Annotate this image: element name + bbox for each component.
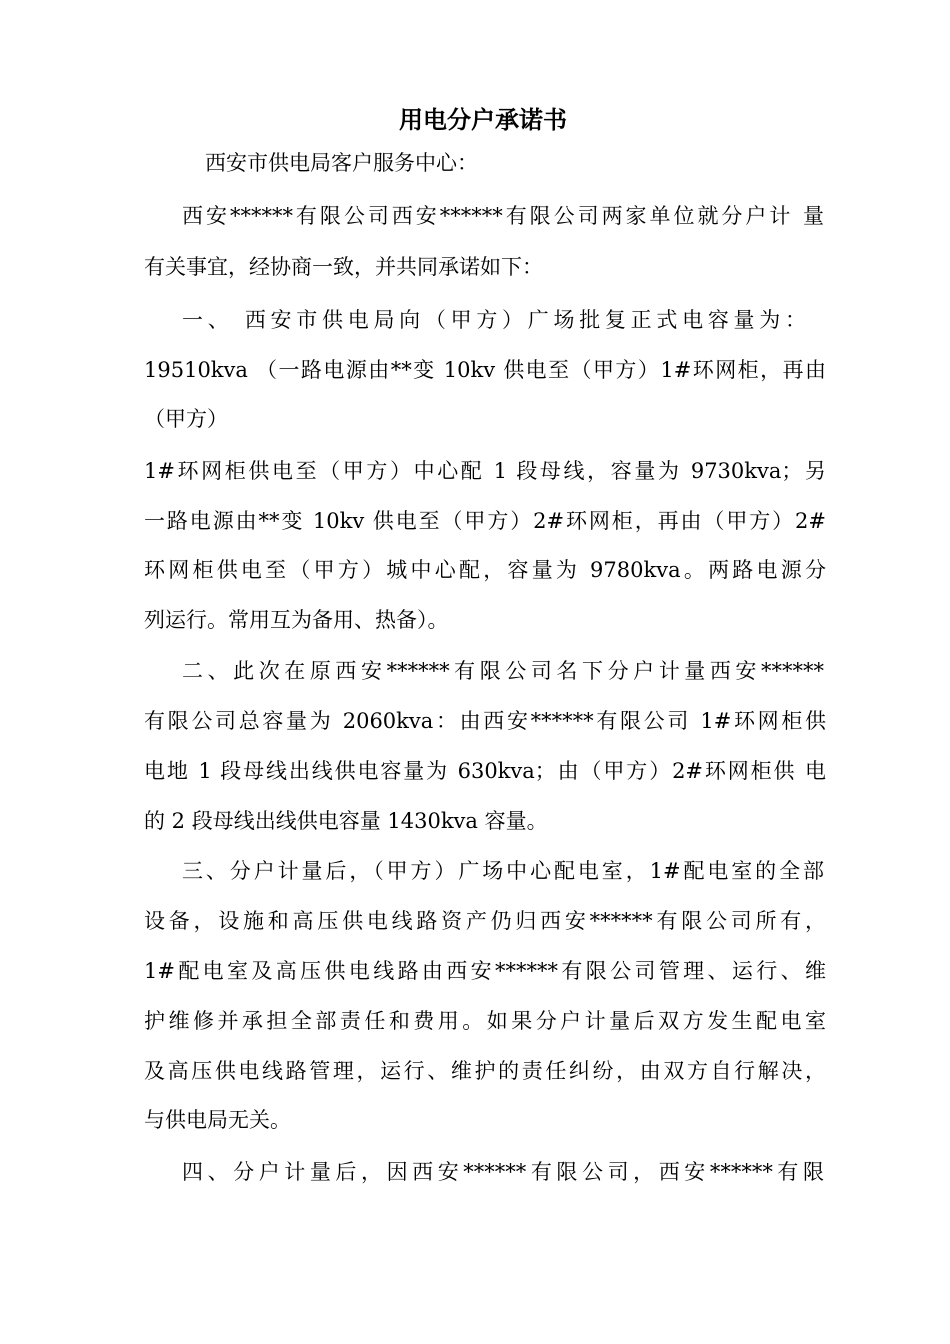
paragraph-line: （甲方） xyxy=(144,407,228,431)
paragraph-line: 列运行。常用互为备用、热备）。 xyxy=(144,608,449,632)
document-title: 用电分户承诺书 xyxy=(399,106,567,134)
paragraph-line: 三、分户计量后，（甲方）广场中心配电室，1#配电室的全部 xyxy=(182,859,824,883)
paragraph-line: 及高压供电线路管理，运行、维护的责任纠纷，由双方自行解决， xyxy=(144,1059,826,1083)
paragraph-line: 西安******有限公司西安******有限公司两家单位就分户计 量 xyxy=(182,204,824,228)
paragraph-line: 19510kva （一路电源由**变 10kv 供电至（甲方）1#环网柜，再由 xyxy=(144,358,826,382)
paragraph-line: 电地 1 段母线出线供电容量为 630kva；由（甲方）2#环网柜供 电 xyxy=(144,759,826,783)
paragraph-line: 护维修并承担全部责任和费用。如果分户计量后双方发生配电室 xyxy=(144,1009,826,1033)
paragraph-line: 四、分户计量后，因西安******有限公司，西安******有限 xyxy=(182,1160,824,1184)
paragraph-line: 有限公司总容量为 2060kva：由西安******有限公司 1#环网柜供 xyxy=(144,709,826,733)
paragraph-line: 与供电局无关。 xyxy=(144,1108,291,1132)
addressee-line: 西安市供电局客户服务中心： xyxy=(205,151,478,175)
paragraph-line: 1#配电室及高压供电线路由西安******有限公司管理、运行、维 xyxy=(144,959,826,983)
paragraph-line: 一路电源由**变 10kv 供电至（甲方）2#环网柜，再由（甲方）2# xyxy=(144,509,826,533)
paragraph-line: 设备，设施和高压供电线路资产仍归西安******有限公司所有， xyxy=(144,909,826,933)
paragraph-line: 的 2 段母线出线供电容量 1430kva 容量。 xyxy=(144,809,548,833)
paragraph-line: 一、 西安市供电局向（甲方）广场批复正式电容量为： xyxy=(182,308,806,332)
paragraph-line: 二、此次在原西安******有限公司名下分户计量西安****** xyxy=(182,659,824,683)
paragraph-line: 1#环网柜供电至（甲方）中心配 1 段母线，容量为 9730kva；另 xyxy=(144,459,826,483)
paragraph-line: 有关事宜，经协商一致，并共同承诺如下： xyxy=(144,255,543,279)
paragraph-line: 环网柜供电至（甲方）城中心配，容量为 9780kva。两路电源分 xyxy=(144,558,826,582)
